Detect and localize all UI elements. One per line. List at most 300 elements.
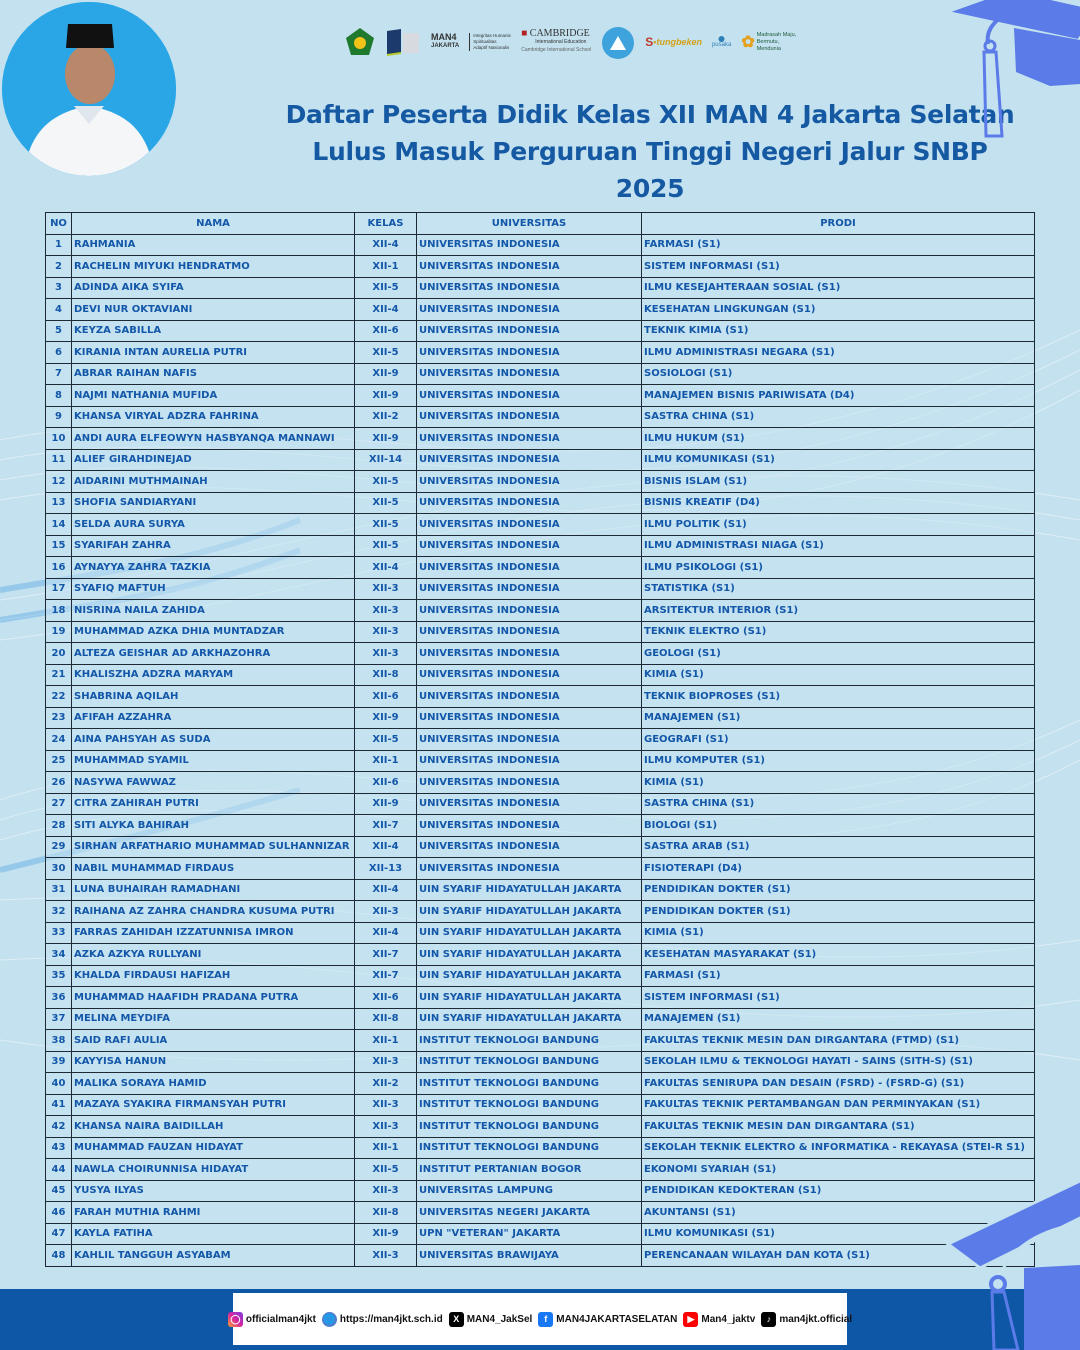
- cell-universitas: UNIVERSITAS INDONESIA: [417, 320, 642, 342]
- pusaka-logo: ● pusaka: [711, 30, 732, 48]
- cell-prodi: MANAJEMEN (S1): [642, 1008, 1035, 1030]
- cell-no: 10: [46, 428, 72, 450]
- cell-kelas: XII-1: [355, 1030, 417, 1052]
- cell-universitas: UIN SYARIF HIDAYATULLAH JAKARTA: [417, 965, 642, 987]
- cell-no: 2: [46, 256, 72, 278]
- cell-nama: LUNA BUHAIRAH RAMADHANI: [72, 879, 355, 901]
- graduation-cap-icon: [940, 0, 1080, 140]
- cell-prodi: STATISTIKA (S1): [642, 578, 1035, 600]
- man4-logo: MAN4 JAKARTA: [431, 32, 460, 49]
- cell-prodi: MANAJEMEN (S1): [642, 707, 1035, 729]
- cell-kelas: XII-6: [355, 686, 417, 708]
- cell-universitas: INSTITUT TEKNOLOGI BANDUNG: [417, 1116, 642, 1138]
- cell-kelas: XII-2: [355, 1073, 417, 1095]
- cell-universitas: UNIVERSITAS INDONESIA: [417, 600, 642, 622]
- cell-prodi: SOSIOLOGI (S1): [642, 363, 1035, 385]
- cell-universitas: UIN SYARIF HIDAYATULLAH JAKARTA: [417, 1008, 642, 1030]
- cell-universitas: UNIVERSITAS INDONESIA: [417, 836, 642, 858]
- cell-no: 40: [46, 1073, 72, 1095]
- table-row: [46, 363, 1035, 385]
- table-row: [46, 449, 1035, 471]
- cell-prodi: ILMU ADMINISTRASI NEGARA (S1): [642, 342, 1035, 364]
- cell-kelas: XII-9: [355, 385, 417, 407]
- cell-nama: RAIHANA AZ ZAHRA CHANDRA KUSUMA PUTRI: [72, 901, 355, 923]
- cell-kelas: XII-7: [355, 815, 417, 837]
- cell-no: 8: [46, 385, 72, 407]
- cell-no: 44: [46, 1159, 72, 1181]
- cell-universitas: UNIVERSITAS INDONESIA: [417, 406, 642, 428]
- table-row: [46, 535, 1035, 557]
- cell-prodi: SISTEM INFORMASI (S1): [642, 256, 1035, 278]
- cell-nama: KHANSA NAIRA BAIDILLAH: [72, 1116, 355, 1138]
- title-line-2: Lulus Masuk Perguruan Tinggi Negeri Jalur SNBP 2025: [312, 137, 988, 203]
- cell-no: 14: [46, 514, 72, 536]
- cell-nama: AFIFAH AZZAHRA: [72, 707, 355, 729]
- table-row: [46, 471, 1035, 493]
- cell-prodi: TEKNIK ELEKTRO (S1): [642, 621, 1035, 643]
- cell-no: 39: [46, 1051, 72, 1073]
- cell-no: 31: [46, 879, 72, 901]
- cell-kelas: XII-3: [355, 1180, 417, 1202]
- table-row: [46, 901, 1035, 923]
- cell-nama: KAYLA FATIHA: [72, 1223, 355, 1245]
- table-row: [46, 686, 1035, 708]
- cell-universitas: UNIVERSITAS NEGERI JAKARTA: [417, 1202, 642, 1224]
- cell-no: 24: [46, 729, 72, 751]
- table-row: [46, 621, 1035, 643]
- cell-nama: MUHAMMAD HAAFIDH PRADANA PUTRA: [72, 987, 355, 1009]
- cell-nama: YUSYA ILYAS: [72, 1180, 355, 1202]
- page-title: [280, 96, 1020, 207]
- cell-prodi: EKONOMI SYARIAH (S1): [642, 1159, 1035, 1181]
- cell-nama: MUHAMMAD SYAMIL: [72, 750, 355, 772]
- cell-prodi: FAKULTAS TEKNIK MESIN DAN DIRGANTARA (FTMD) (S1): [642, 1030, 1035, 1052]
- cell-universitas: UNIVERSITAS INDONESIA: [417, 234, 642, 256]
- cell-universitas: UNIVERSITAS INDONESIA: [417, 449, 642, 471]
- cell-no: 48: [46, 1245, 72, 1267]
- table-row: [46, 600, 1035, 622]
- kemenag-logo: [345, 27, 375, 57]
- cell-prodi: GEOLOGI (S1): [642, 643, 1035, 665]
- cell-prodi: SEKOLAH TEKNIK ELEKTRO & INFORMATIKA - REKAYASA (STEI-R S1): [642, 1137, 1035, 1159]
- cell-universitas: INSTITUT TEKNOLOGI BANDUNG: [417, 1073, 642, 1095]
- cell-prodi: FAKULTAS TEKNIK MESIN DAN DIRGANTARA (S1): [642, 1116, 1035, 1138]
- cell-universitas: UNIVERSITAS INDONESIA: [417, 815, 642, 837]
- cell-kelas: XII-1: [355, 750, 417, 772]
- principal-portrait: [2, 2, 176, 176]
- cell-nama: NAJMI NATHANIA MUFIDA: [72, 385, 355, 407]
- cell-kelas: XII-4: [355, 922, 417, 944]
- cell-nama: NAWLA CHOIRUNNISA HIDAYAT: [72, 1159, 355, 1181]
- cell-prodi: FAKULTAS TEKNIK PERTAMBANGAN DAN PERMINYAKAN (S1): [642, 1094, 1035, 1116]
- cell-nama: MAZAYA SYAKIRA FIRMANSYAH PUTRI: [72, 1094, 355, 1116]
- cell-no: 46: [46, 1202, 72, 1224]
- cell-nama: FARAH MUTHIA RAHMI: [72, 1202, 355, 1224]
- cell-kelas: XII-14: [355, 449, 417, 471]
- cell-kelas: XII-6: [355, 320, 417, 342]
- cell-nama: MUHAMMAD AZKA DHIA MUNTADZAR: [72, 621, 355, 643]
- cell-nama: RAHMANIA: [72, 234, 355, 256]
- social-instagram[interactable]: ◯ officialman4jkt: [228, 1312, 316, 1327]
- table-row: [46, 299, 1035, 321]
- cell-nama: RACHELIN MIYUKI HENDRATMO: [72, 256, 355, 278]
- person-silhouette-icon: [2, 2, 176, 176]
- cell-prodi: ILMU KOMPUTER (S1): [642, 750, 1035, 772]
- cell-kelas: XII-3: [355, 1116, 417, 1138]
- cell-kelas: XII-13: [355, 858, 417, 880]
- cell-prodi: SISTEM INFORMASI (S1): [642, 987, 1035, 1009]
- cell-no: 28: [46, 815, 72, 837]
- cell-universitas: UIN SYARIF HIDAYATULLAH JAKARTA: [417, 879, 642, 901]
- cell-no: 41: [46, 1094, 72, 1116]
- cell-nama: DEVI NUR OKTAVIANI: [72, 299, 355, 321]
- cell-prodi: FARMASI (S1): [642, 234, 1035, 256]
- cell-universitas: UNIVERSITAS INDONESIA: [417, 557, 642, 579]
- cell-nama: ALTEZA GEISHAR AD ARKHAZOHRA: [72, 643, 355, 665]
- cell-no: 3: [46, 277, 72, 299]
- facebook-icon: f: [538, 1312, 553, 1327]
- cell-prodi: KESEHATAN MASYARAKAT (S1): [642, 944, 1035, 966]
- cell-nama: KHALISZHA ADZRA MARYAM: [72, 664, 355, 686]
- table-row: [46, 965, 1035, 987]
- table-row: [46, 987, 1035, 1009]
- cell-kelas: XII-9: [355, 428, 417, 450]
- tiktok-icon: ♪: [761, 1312, 776, 1327]
- cell-universitas: UPN "VETERAN" JAKARTA: [417, 1223, 642, 1245]
- cell-prodi: SASTRA ARAB (S1): [642, 836, 1035, 858]
- table-header-row: [46, 213, 1035, 235]
- cell-universitas: INSTITUT TEKNOLOGI BANDUNG: [417, 1051, 642, 1073]
- table-row: [46, 922, 1035, 944]
- cell-no: 22: [46, 686, 72, 708]
- cell-prodi: ILMU ADMINISTRASI NIAGA (S1): [642, 535, 1035, 557]
- cell-universitas: UNIVERSITAS INDONESIA: [417, 492, 642, 514]
- cell-universitas: INSTITUT TEKNOLOGI BANDUNG: [417, 1094, 642, 1116]
- social-links: [230, 1293, 853, 1345]
- cell-no: 9: [46, 406, 72, 428]
- table-row: [46, 1051, 1035, 1073]
- cell-kelas: XII-3: [355, 600, 417, 622]
- cell-kelas: XII-1: [355, 256, 417, 278]
- cell-prodi: SASTRA CHINA (S1): [642, 793, 1035, 815]
- cell-universitas: INSTITUT TEKNOLOGI BANDUNG: [417, 1137, 642, 1159]
- table-row: [46, 1073, 1035, 1095]
- cell-no: 35: [46, 965, 72, 987]
- students-table: [45, 212, 1035, 1267]
- cell-kelas: XII-5: [355, 277, 417, 299]
- cell-no: 45: [46, 1180, 72, 1202]
- cell-no: 37: [46, 1008, 72, 1030]
- cambridge-logo: ■ CAMBRIDGE International Education Cambridge International School: [521, 28, 592, 53]
- cell-kelas: XII-4: [355, 299, 417, 321]
- cell-prodi: KIMIA (S1): [642, 922, 1035, 944]
- table-row: [46, 320, 1035, 342]
- cell-no: 19: [46, 621, 72, 643]
- cell-kelas: XII-6: [355, 987, 417, 1009]
- table-row: [46, 858, 1035, 880]
- column-header-prodi: PRODI: [642, 213, 1035, 235]
- table-row: [46, 578, 1035, 600]
- cell-no: 1: [46, 234, 72, 256]
- table-row: [46, 234, 1035, 256]
- cell-kelas: XII-5: [355, 1159, 417, 1181]
- cell-nama: SHOFIA SANDIARYANI: [72, 492, 355, 514]
- cell-nama: AYNAYYA ZAHRA TAZKIA: [72, 557, 355, 579]
- cell-no: 17: [46, 578, 72, 600]
- cell-universitas: UNIVERSITAS INDONESIA: [417, 428, 642, 450]
- cell-kelas: XII-7: [355, 944, 417, 966]
- cell-nama: ABRAR RAIHAN NAFIS: [72, 363, 355, 385]
- cell-prodi: PERENCANAAN WILAYAH DAN KOTA (S1): [642, 1245, 1035, 1267]
- table-row: [46, 1116, 1035, 1138]
- table-row: [46, 277, 1035, 299]
- cell-no: 16: [46, 557, 72, 579]
- cell-no: 43: [46, 1137, 72, 1159]
- cell-no: 15: [46, 535, 72, 557]
- table-row: [46, 492, 1035, 514]
- x-icon: X: [449, 1312, 464, 1327]
- cell-universitas: UNIVERSITAS LAMPUNG: [417, 1180, 642, 1202]
- social-tiktok[interactable]: ♪ man4jkt.official: [761, 1312, 852, 1327]
- cell-prodi: ILMU PSIKOLOGI (S1): [642, 557, 1035, 579]
- cell-prodi: FARMASI (S1): [642, 965, 1035, 987]
- cell-prodi: ILMU KOMUNIKASI (S1): [642, 449, 1035, 471]
- table-row: [46, 428, 1035, 450]
- table-row: [46, 643, 1035, 665]
- cell-no: 6: [46, 342, 72, 364]
- cell-universitas: UNIVERSITAS INDONESIA: [417, 643, 642, 665]
- cell-prodi: PENDIDIKAN DOKTER (S1): [642, 879, 1035, 901]
- cell-kelas: XII-5: [355, 492, 417, 514]
- cell-kelas: XII-3: [355, 1051, 417, 1073]
- table-row: [46, 1008, 1035, 1030]
- cell-universitas: UIN SYARIF HIDAYATULLAH JAKARTA: [417, 987, 642, 1009]
- cell-kelas: XII-7: [355, 965, 417, 987]
- cell-no: 5: [46, 320, 72, 342]
- cell-nama: KIRANIA INTAN AURELIA PUTRI: [72, 342, 355, 364]
- cell-kelas: XII-8: [355, 1008, 417, 1030]
- cell-kelas: XII-3: [355, 621, 417, 643]
- cell-nama: NABIL MUHAMMAD FIRDAUS: [72, 858, 355, 880]
- cell-nama: MUHAMMAD FAUZAN HIDAYAT: [72, 1137, 355, 1159]
- cell-nama: NASYWA FAWWAZ: [72, 772, 355, 794]
- cell-prodi: GEOGRAFI (S1): [642, 729, 1035, 751]
- column-header-universitas: UNIVERSITAS: [417, 213, 642, 235]
- cell-universitas: UNIVERSITAS INDONESIA: [417, 385, 642, 407]
- cell-nama: KHALDA FIRDAUSI HAFIZAH: [72, 965, 355, 987]
- cell-no: 7: [46, 363, 72, 385]
- cell-prodi: ILMU HUKUM (S1): [642, 428, 1035, 450]
- table-row: [46, 1202, 1035, 1224]
- cell-universitas: UNIVERSITAS INDONESIA: [417, 363, 642, 385]
- cell-prodi: PENDIDIKAN DOKTER (S1): [642, 901, 1035, 923]
- cell-nama: KEYZA SABILLA: [72, 320, 355, 342]
- cell-universitas: UNIVERSITAS INDONESIA: [417, 858, 642, 880]
- cell-no: 4: [46, 299, 72, 321]
- cell-nama: KAYYISA HANUN: [72, 1051, 355, 1073]
- cell-kelas: XII-4: [355, 234, 417, 256]
- cell-kelas: XII-1: [355, 1137, 417, 1159]
- cell-kelas: XII-4: [355, 879, 417, 901]
- cell-universitas: INSTITUT TEKNOLOGI BANDUNG: [417, 1030, 642, 1052]
- cell-kelas: XII-8: [355, 1202, 417, 1224]
- table-row: [46, 1030, 1035, 1052]
- cell-nama: SAID RAFI AULIA: [72, 1030, 355, 1052]
- cell-nama: ADINDA AIKA SYIFA: [72, 277, 355, 299]
- cell-prodi: BISNIS ISLAM (S1): [642, 471, 1035, 493]
- cell-no: 25: [46, 750, 72, 772]
- cell-prodi: SASTRA CHINA (S1): [642, 406, 1035, 428]
- cell-universitas: UNIVERSITAS INDONESIA: [417, 686, 642, 708]
- cell-nama: ALIEF GIRAHDINEJAD: [72, 449, 355, 471]
- table-row: [46, 793, 1035, 815]
- cell-prodi: MANAJEMEN BISNIS PARIWISATA (D4): [642, 385, 1035, 407]
- partner-logos: [345, 20, 845, 64]
- cell-no: 38: [46, 1030, 72, 1052]
- cell-prodi: KESEHATAN LINGKUNGAN (S1): [642, 299, 1035, 321]
- social-youtube[interactable]: ▶ Man4_jaktv: [683, 1312, 755, 1327]
- cell-no: 42: [46, 1116, 72, 1138]
- table-row: [46, 815, 1035, 837]
- title-line-1: Daftar Peserta Didik Kelas XII MAN 4 Jakarta Selatan: [285, 100, 1015, 129]
- cell-universitas: UNIVERSITAS INDONESIA: [417, 277, 642, 299]
- cell-prodi: KIMIA (S1): [642, 772, 1035, 794]
- table-row: [46, 514, 1035, 536]
- table-row: [46, 1223, 1035, 1245]
- cell-no: 26: [46, 772, 72, 794]
- cell-universitas: UNIVERSITAS INDONESIA: [417, 772, 642, 794]
- cell-universitas: UNIVERSITAS INDONESIA: [417, 621, 642, 643]
- table-row: [46, 772, 1035, 794]
- cell-kelas: XII-3: [355, 1245, 417, 1267]
- table-row: [46, 385, 1035, 407]
- graduation-cap-icon: [920, 1168, 1080, 1350]
- cell-no: 12: [46, 471, 72, 493]
- cell-universitas: UNIVERSITAS INDONESIA: [417, 256, 642, 278]
- cell-kelas: XII-4: [355, 836, 417, 858]
- column-header-nama: NAMA: [72, 213, 355, 235]
- cell-no: 32: [46, 901, 72, 923]
- column-header-kelas: KELAS: [355, 213, 417, 235]
- cell-nama: FARRAS ZAHIDAH IZZATUNNISA IMRON: [72, 922, 355, 944]
- cell-nama: AINA PAHSYAH AS SUDA: [72, 729, 355, 751]
- cell-kelas: XII-5: [355, 471, 417, 493]
- table-row: [46, 557, 1035, 579]
- cell-prodi: FISIOTERAPI (D4): [642, 858, 1035, 880]
- social-facebook[interactable]: f MAN4JAKARTASELATAN: [538, 1312, 677, 1327]
- cell-prodi: TEKNIK KIMIA (S1): [642, 320, 1035, 342]
- table-row: [46, 750, 1035, 772]
- table-row: [46, 256, 1035, 278]
- table-row: [46, 729, 1035, 751]
- cell-prodi: ILMU POLITIK (S1): [642, 514, 1035, 536]
- cell-kelas: XII-6: [355, 772, 417, 794]
- cell-prodi: SEKOLAH ILMU & TEKNOLOGI HAYATI - SAINS (SITH-S) (S1): [642, 1051, 1035, 1073]
- cell-nama: AZKA AZKYA RULLYANI: [72, 944, 355, 966]
- cell-no: 30: [46, 858, 72, 880]
- cell-kelas: XII-3: [355, 901, 417, 923]
- cell-nama: CITRA ZAHIRAH PUTRI: [72, 793, 355, 815]
- cell-kelas: XII-9: [355, 1223, 417, 1245]
- cell-no: 13: [46, 492, 72, 514]
- social-x[interactable]: X MAN4_JakSel: [449, 1312, 533, 1327]
- cell-kelas: XII-9: [355, 707, 417, 729]
- cell-nama: AIDARINI MUTHMAINAH: [72, 471, 355, 493]
- cell-universitas: UNIVERSITAS INDONESIA: [417, 707, 642, 729]
- school-emblem-logo: [601, 24, 635, 60]
- cell-prodi: ARSITEKTUR INTERIOR (S1): [642, 600, 1035, 622]
- cell-no: 29: [46, 836, 72, 858]
- cell-prodi: BISNIS KREATIF (D4): [642, 492, 1035, 514]
- cell-no: 23: [46, 707, 72, 729]
- cell-universitas: UIN SYARIF HIDAYATULLAH JAKARTA: [417, 922, 642, 944]
- cell-no: 47: [46, 1223, 72, 1245]
- cell-kelas: XII-5: [355, 342, 417, 364]
- table-row: [46, 1137, 1035, 1159]
- cell-universitas: UNIVERSITAS INDONESIA: [417, 664, 642, 686]
- cell-kelas: XII-9: [355, 793, 417, 815]
- cell-universitas: INSTITUT PERTANIAN BOGOR: [417, 1159, 642, 1181]
- table-body: [46, 234, 1035, 1266]
- cell-universitas: UIN SYARIF HIDAYATULLAH JAKARTA: [417, 901, 642, 923]
- cell-universitas: UNIVERSITAS INDONESIA: [417, 342, 642, 364]
- cell-no: 20: [46, 643, 72, 665]
- social-website[interactable]: 🌐 https://man4jkt.sch.id: [323, 1313, 443, 1325]
- cell-kelas: XII-3: [355, 578, 417, 600]
- cell-universitas: UNIVERSITAS INDONESIA: [417, 729, 642, 751]
- cell-nama: SELDA AURA SURYA: [72, 514, 355, 536]
- cell-kelas: XII-2: [355, 406, 417, 428]
- cell-universitas: UNIVERSITAS INDONESIA: [417, 750, 642, 772]
- cell-kelas: XII-5: [355, 729, 417, 751]
- cell-kelas: XII-9: [355, 363, 417, 385]
- cell-kelas: XII-3: [355, 1094, 417, 1116]
- cell-nama: SIRHAN ARFATHARIO MUHAMMAD SULHANNIZAR: [72, 836, 355, 858]
- cell-kelas: XII-5: [355, 535, 417, 557]
- cell-no: 18: [46, 600, 72, 622]
- cell-universitas: UNIVERSITAS INDONESIA: [417, 578, 642, 600]
- footer-bar: [0, 1289, 1080, 1350]
- cell-prodi: ILMU KOMUNIKASI (S1): [642, 1223, 1035, 1245]
- table-row: [46, 1159, 1035, 1181]
- madrasah-maju-logo: ✿ Madrasah Maju, Bermutu, Mendunia: [741, 31, 797, 52]
- cell-nama: SITI ALYKA BAHIRAH: [72, 815, 355, 837]
- cell-no: 33: [46, 922, 72, 944]
- cell-universitas: UIN SYARIF HIDAYATULLAH JAKARTA: [417, 944, 642, 966]
- table-row: [46, 836, 1035, 858]
- table-row: [46, 944, 1035, 966]
- cell-nama: KAHLIL TANGGUH ASYABAM: [72, 1245, 355, 1267]
- cell-prodi: KIMIA (S1): [642, 664, 1035, 686]
- cell-prodi: PENDIDIKAN KEDOKTERAN (S1): [642, 1180, 1035, 1202]
- column-header-no: NO: [46, 213, 72, 235]
- cell-kelas: XII-5: [355, 514, 417, 536]
- cell-universitas: UNIVERSITAS BRAWIJAYA: [417, 1245, 642, 1267]
- cell-nama: KHANSA VIRYAL ADZRA FAHRINA: [72, 406, 355, 428]
- values-logo: Integritas Humanis Spiritualitas Adaptif Nasionalis: [469, 33, 511, 51]
- table-row: [46, 1180, 1035, 1202]
- table-row: [46, 1094, 1035, 1116]
- cell-kelas: XII-8: [355, 664, 417, 686]
- cell-no: 36: [46, 987, 72, 1009]
- cell-nama: MELINA MEYDIFA: [72, 1008, 355, 1030]
- cell-kelas: XII-3: [355, 643, 417, 665]
- cell-universitas: UNIVERSITAS INDONESIA: [417, 299, 642, 321]
- cell-nama: SHABRINA AQILAH: [72, 686, 355, 708]
- cell-nama: MALIKA SORAYA HAMID: [72, 1073, 355, 1095]
- cell-universitas: UNIVERSITAS INDONESIA: [417, 535, 642, 557]
- cell-nama: ANDI AURA ELFEOWYN HASBYANQA MANNAWI: [72, 428, 355, 450]
